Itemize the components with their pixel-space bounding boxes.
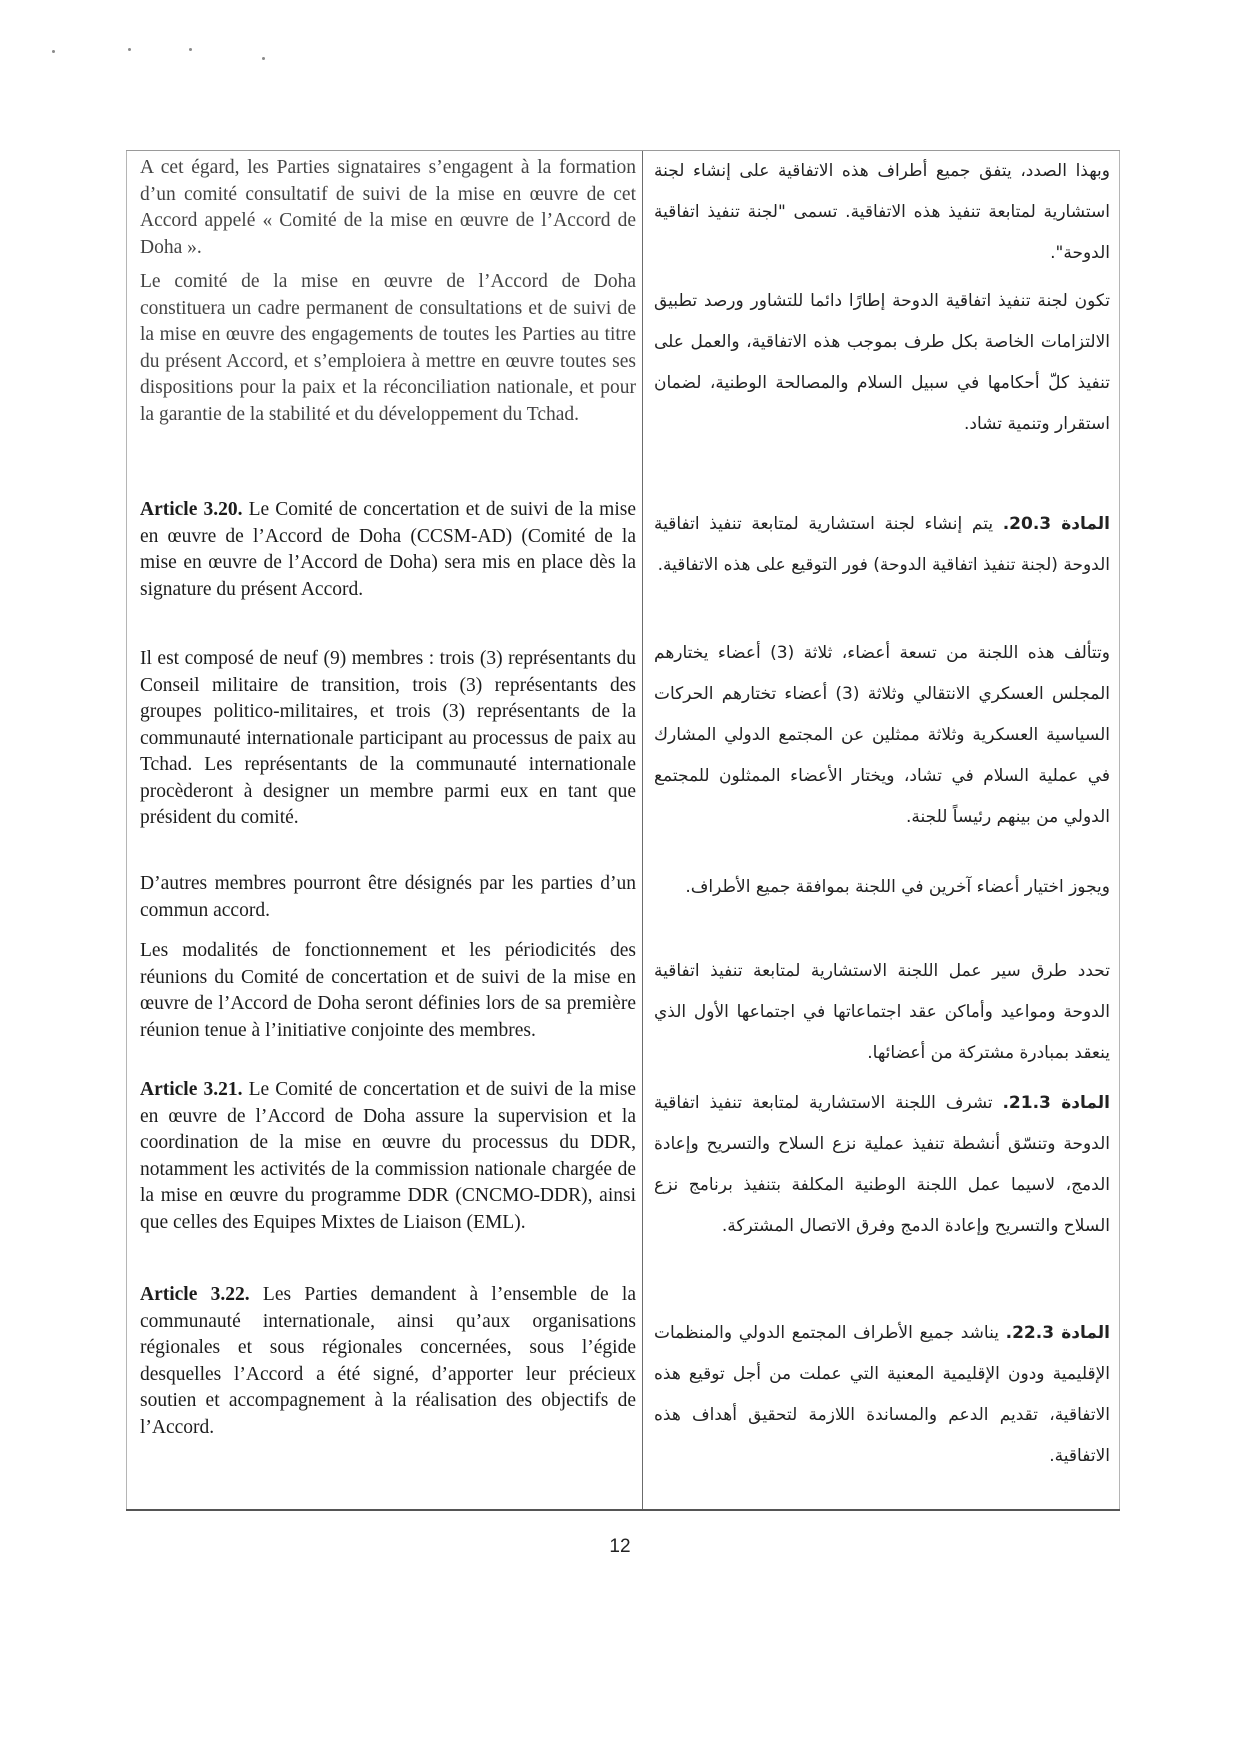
french-article-3-22: Article 3.22. Les Parties demandent à l’ensemble de la communauté internationale, ainsi qu’aux organisations régionales et sous régionales concernées, sous l’égide desquelles l’Accord a été signé, d’apporter leur précieux soutien et accompagnement à la réalisation des objectifs de l’Accord. [140,1284,636,1438]
table-right-border [1119,151,1120,1509]
french-paragraph: Il est composé de neuf (9) membres : trois (3) représentants du Conseil militaire de transition, trois (3) représentants des groupes politico-militaires, et trois (3) représentants de la communauté internationale participant au processus de paix au Tchad. Les représentants de la communauté internationale procèderont à designer un membre parmi eux en tant que président du comité. [140,648,636,828]
arabic-article-22-3: المادة 22.3. يناشد جميع الأطراف المجتمع الدولي والمنظمات الإقليمية ودون الإقليمية المعنية التي عملت من أجل توقيع هذه الاتفاقية، تقديم الدعم والمساندة اللازمة لتحقيق أهداف هذه الاتفاقية. [654,1323,1110,1466]
article-label: المادة 21.3. [1002,1093,1110,1113]
french-paragraph: Le comité de la mise en œuvre de l’Accord de Doha constituera un cadre permanent de consultations et de suivi de la mise en œuvre des engagements de toutes les Parties au titre du présent Accord, et s’emploiera à mettre en œuvre toutes ses dispositions pour la paix et la réconciliation nationale, et pour la garantie de la stabilité et du développement du Tchad. [140,271,636,425]
column-divider [642,151,643,1509]
scan-speck [52,50,55,53]
table-left-border [126,151,127,1509]
article-label: Article 3.22. [140,1284,250,1305]
french-paragraph: A cet égard, les Parties signataires s’engagent à la formation d’un comité consultatif de suivi de la mise en œuvre de cet Accord appelé « Comité de la mise en œuvre de l’Accord de Doha ». [140,157,636,258]
french-paragraph: D’autres membres pourront être désignés par les parties d’un commun accord. [140,873,636,921]
arabic-article-21-3: المادة 21.3. تشرف اللجنة الاستشارية لمتابعة تنفيذ اتفاقية الدوحة وتنسّق أنشطة تنفيذ عملية نزع السلاح والتسريح وإعادة الدمج، لاسيما عمل اللجنة الوطنية المكلفة بتنفيذ برنامج نزع السلاح والتسريح وإعادة الدمج وفرق الاتصال المشتركة. [654,1093,1110,1236]
article-label: المادة 22.3. [1005,1323,1110,1343]
page-number: 12 [609,1536,631,1557]
bilingual-table [126,150,1120,1511]
arabic-article-20-3: المادة 20.3. يتم إنشاء لجنة استشارية لمتابعة تنفيذ اتفاقية الدوحة (لجنة تنفيذ اتفاقية الدوحة) فور التوقيع على هذه الاتفاقية. [654,514,1110,575]
article-label: Article 3.21. [140,1079,243,1100]
french-article-3-20: Article 3.20. Le Comité de concertation et de suivi de la mise en œuvre de l’Accord de Doha (CCSM-AD) (Comité de la mise en œuvre de l’Accord de Doha) sera mis en place dès la signature du présent Accord. [140,499,636,600]
scan-speck [128,48,131,51]
arabic-paragraph: تكون لجنة تنفيذ اتفاقية الدوحة إطارًا دائما للتشاور ورصد تطبيق الالتزامات الخاصة بكل طرف بموجب هذه الاتفاقية، والعمل على تنفيذ كلّ أحكامها في سبيل السلام والمصالحة الوطنية، لضمان استقرار وتنمية تشاد. [654,291,1110,434]
arabic-paragraph: ويجوز اختيار أعضاء آخرين في اللجنة بموافقة جميع الأطراف. [685,877,1110,897]
article-label: Article 3.20. [140,499,243,520]
french-paragraph: Les modalités de fonctionnement et les périodicités des réunions du Comité de concertation et de suivi de la mise en œuvre de l’Accord de Doha seront définies lors de sa première réunion tenue à l’initiative conjointe des membres. [140,940,636,1041]
french-article-3-21: Article 3.21. Le Comité de concertation et de suivi de la mise en œuvre de l’Accord de Doha assure la supervision et la coordination de la mise en œuvre du processus du DDR, notamment les activités de la commission nationale chargée de la mise en œuvre du programme DDR (CNCMO-DDR), ainsi que celles des Equipes Mixtes de Liaison (EML). [140,1079,636,1233]
article-label: المادة 20.3. [1002,514,1110,534]
arabic-paragraph: وبهذا الصدد، يتفق جميع أطراف هذه الاتفاقية على إنشاء لجنة استشارية لمتابعة تنفيذ هذه الاتفاقية. تسمى "لجنة تنفيذ اتفاقية الدوحة". [654,161,1110,263]
scan-speck [262,57,265,60]
arabic-paragraph: وتتألف هذه اللجنة من تسعة أعضاء، ثلاثة (3) أعضاء يختارهم المجلس العسكري الانتقالي وثلاثة (3) أعضاء تختارهم الحركات السياسية العسكرية وثلاثة ممثلين عن المجتمع الدولي المشارك في عملية السلام في تشاد، ويختار الأعضاء الممثلون للمجتمع الدولي من بينهم رئيساً للجنة. [654,643,1110,827]
scan-speck [189,48,192,51]
arabic-paragraph: تحدد طرق سير عمل اللجنة الاستشارية لمتابعة تنفيذ اتفاقية الدوحة ومواعيد وأماكن عقد اجتماعاتها في اجتماعها الأول الذي ينعقد بمبادرة مشتركة من أعضائها. [654,961,1110,1063]
